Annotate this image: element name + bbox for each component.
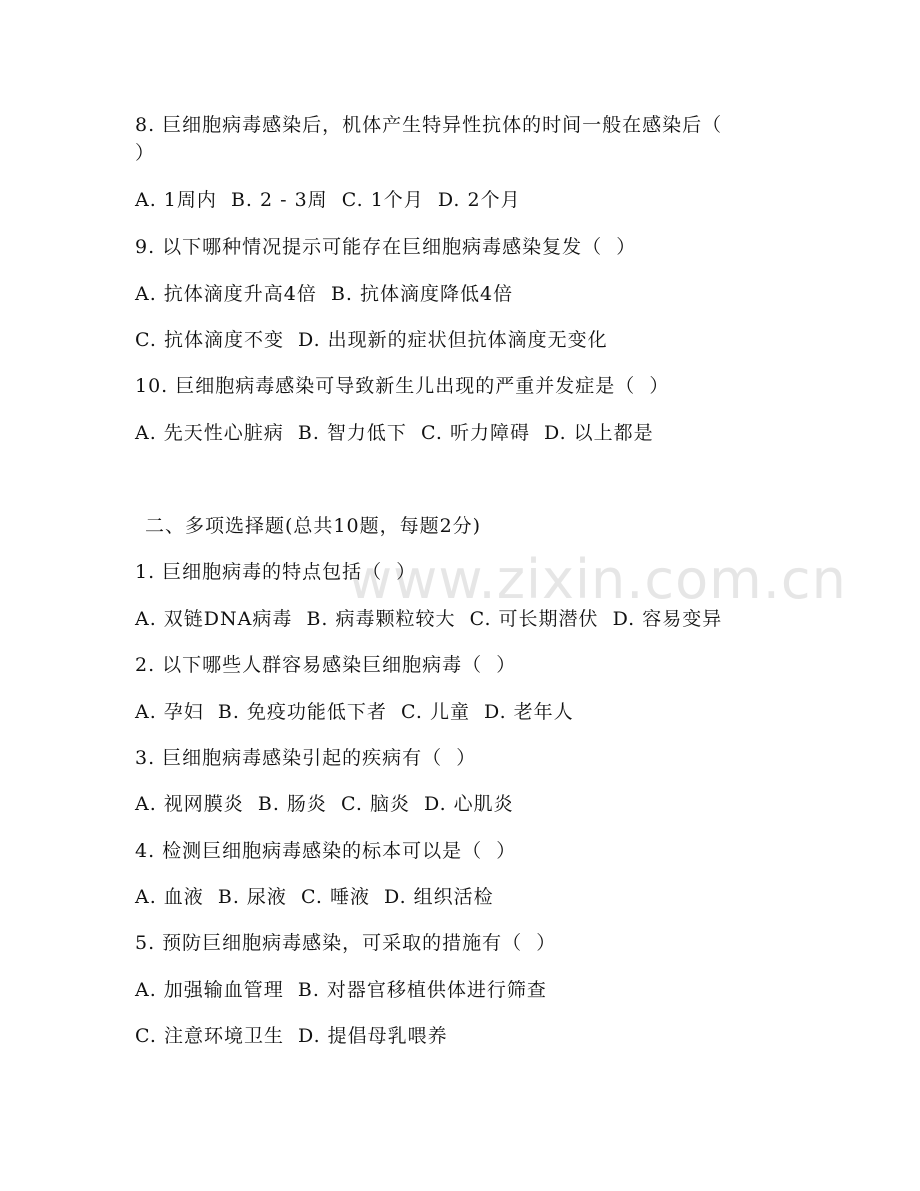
mc-question-1-options: A. 双链DNA病毒 B. 病毒颗粒较大 C. 可长期潜伏 D. 容易变异	[135, 608, 723, 630]
question-8-stem: 8. 巨细胞病毒感染后，机体产生特异性抗体的时间一般在感染后（	[135, 114, 723, 136]
mc-question-5-options-1: A. 加强输血管理 B. 对器官移植供体进行筛查	[135, 979, 547, 1001]
question-8-options: A. 1周内 B. 2 - 3周 C. 1个月 D. 2个月	[135, 189, 521, 211]
question-8-stem-cont: ）	[135, 142, 156, 164]
question-9-options-1: A. 抗体滴度升高4倍 B. 抗体滴度降低4倍	[135, 283, 514, 305]
mc-question-4-stem: 4. 检测巨细胞病毒感染的标本可以是（ ）	[135, 840, 517, 862]
watermark: www.zixin.com.cn	[348, 548, 847, 611]
question-9-options-2: C. 抗体滴度不变 D. 出现新的症状但抗体滴度无变化	[135, 329, 608, 351]
question-9-stem: 9. 以下哪种情况提示可能存在巨细胞病毒感染复发（ ）	[135, 236, 637, 258]
question-10-stem: 10. 巨细胞病毒感染可导致新生儿出现的严重并发症是（ ）	[135, 375, 670, 397]
mc-question-2-stem: 2. 以下哪些人群容易感染巨细胞病毒（ ）	[135, 654, 517, 676]
mc-question-3-options: A. 视网膜炎 B. 肠炎 C. 脑炎 D. 心肌炎	[135, 793, 514, 815]
mc-question-3-stem: 3. 巨细胞病毒感染引起的疾病有（ ）	[135, 747, 477, 769]
question-10-options: A. 先天性心脏病 B. 智力低下 C. 听力障碍 D. 以上都是	[135, 422, 654, 444]
mc-question-5-stem: 5. 预防巨细胞病毒感染，可采取的措施有（ ）	[135, 932, 557, 954]
mc-question-2-options: A. 孕妇 B. 免疫功能低下者 C. 儿童 D. 老年人	[135, 701, 574, 723]
mc-question-1-stem: 1. 巨细胞病毒的特点包括（ ）	[135, 561, 417, 583]
section-2-heading: 二、多项选择题(总共10题，每题2分)	[145, 515, 482, 537]
mc-question-5-options-2: C. 注意环境卫生 D. 提倡母乳喂养	[135, 1025, 448, 1047]
mc-question-4-options: A. 血液 B. 尿液 C. 唾液 D. 组织活检	[135, 886, 494, 908]
